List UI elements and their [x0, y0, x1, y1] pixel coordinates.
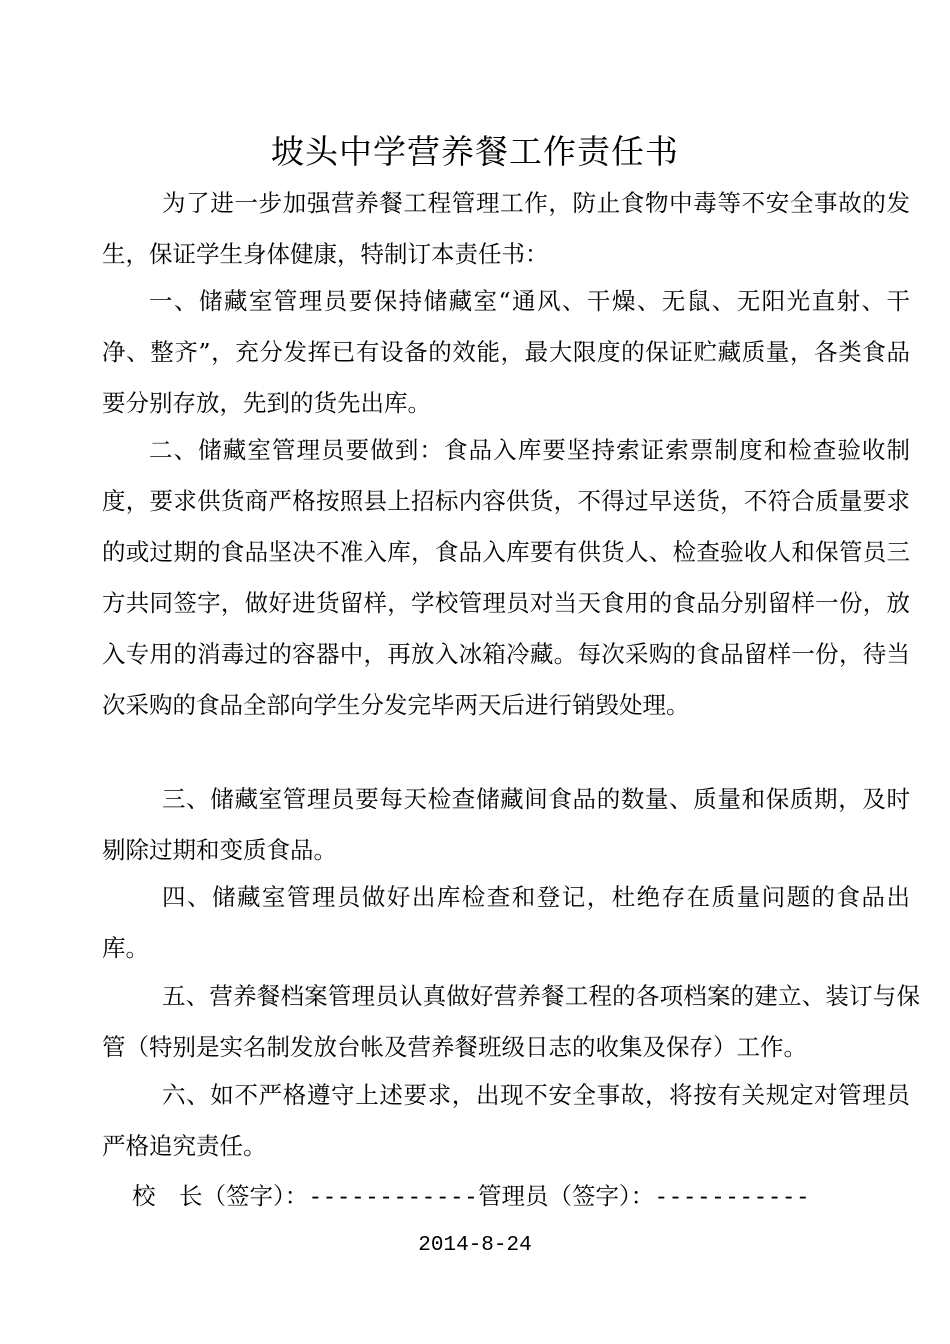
clause-3-paragraph: 三、储藏室管理员要每天检查储藏间食品的数量、质量和保质期，及时剔除过期和变质食品。: [102, 785, 910, 864]
intro-paragraph: 为了进一步加强营养餐工程管理工作，防止食物中毒等不安全事故的发生，保证学生身体健康，特制订本责任书：: [102, 189, 910, 268]
document-date: 2014-8-24: [418, 1234, 532, 1257]
clause-2-paragraph: 二、储藏室管理员要做到：食品入库要坚持索证索票制度和检查验收制度，要求供货商严格按照县上招标内容供货，不得过早送货，不符合质量要求的或过期的食品坚决不准入库，食品入库要有供货人、检查验收人和保管员三方共同签字，做好进货留样，学校管理员对当天食用的食品分别留样一份，放入专用的消毒过的容器中，再放入冰箱冷藏。每次采购的食品留样一份，待当次采购的食品全部向学生分发完毕两天后进行销毁处理。: [102, 436, 910, 719]
clause-6-paragraph: 六、如不严格遵守上述要求，出现不安全事故，将按有关规定对管理员严格追究责任。: [102, 1081, 910, 1160]
manager-signature-blank: -----------: [654, 1182, 810, 1210]
clause-5-paragraph: 五、营养餐档案管理员认真做好营养餐工程的各项档案的建立、装订与保管（特别是实名制发放台帐及营养餐班级日志的收集及保存）工作。: [102, 982, 920, 1061]
principal-signature-label: 校 长（签字）：: [132, 1182, 309, 1210]
clause-4-paragraph: 四、储藏室管理员做好出库检查和登记，杜绝存在质量问题的食品出库。: [102, 883, 910, 962]
signature-line: [132, 1174, 912, 1218]
manager-signature-label: 管理员（签字）：: [478, 1182, 655, 1210]
principal-signature-blank: ------------: [308, 1182, 479, 1210]
document-title: 坡头中学营养餐工作责任书: [271, 132, 679, 171]
clause-1-paragraph: 一、储藏室管理员要保持储藏室“通风、干燥、无鼠、无阳光直射、干净、整齐”，充分发挥已有设备的效能，最大限度的保证贮藏质量，各类食品要分别存放，先到的货先出库。: [102, 287, 910, 417]
